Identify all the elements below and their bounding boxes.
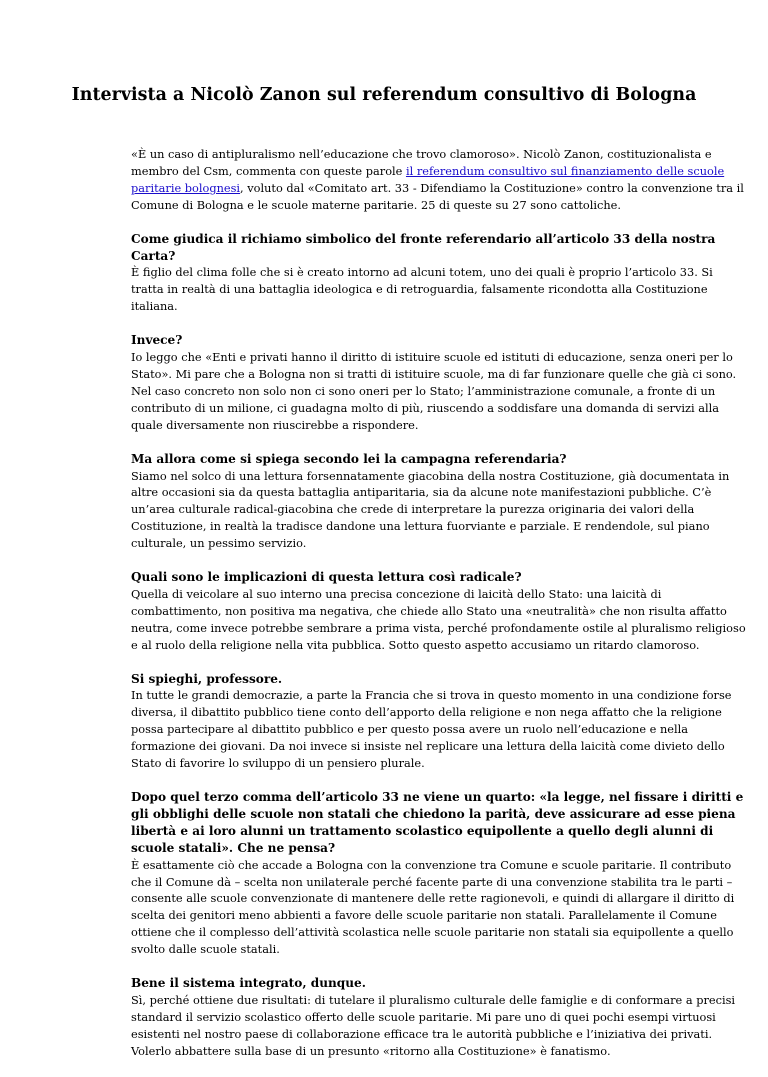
intro-text-before-link: «È un caso di antipluralismo nell’educazione che trovo clamoroso». Nicolò Zanon, costituzionalista e membro del Csm, commenta con queste parole — [131, 147, 712, 178]
document-body — [131, 146, 747, 1077]
answer-4: Quella di veicolare al suo interno una precisa concezione di laicità dello Stato: una laicità di combattimento, non positiva ma negativa, che chiede allo Stato una «neutralità» che non risulta affatto neutra, come invece potrebbe sembrare a prima vista, perché profondamente ostile al pluralismo religioso e al ruolo della religione nella vita pubblica. Sotto questo aspetto accusiamo un ritardo clamoroso. — [131, 586, 746, 652]
qa-block-2 — [131, 332, 747, 433]
answer-7: Sì, perché ottiene due risultati: di tutelare il pluralismo culturale delle famiglie e di conformare a precisi standard il servizio scolastico offerto delle scuole paritarie. Mi pare uno di quei pochi esempi virtuosi esistenti nel nostro paese di collaborazione efficace tra le autorità pubbliche e l’iniziativa dei privati. Volerlo abbattere sulla base di un presunto «ritorno alla Costituzione» è fanatismo. — [131, 992, 736, 1058]
intro-text-after-link: , voluto dal «Comitato art. 33 - Difendiamo la Costituzione» contro la convenzione tra il Comune di Bologna e le scuole materne paritarie. 25 di queste su 27 sono cattoliche. — [131, 180, 744, 212]
qa-block-1 — [131, 231, 747, 316]
referendum-article-link[interactable]: il referendum consultivo sul finanziamento delle scuole paritarie bolognesi — [131, 163, 725, 195]
question-6: Dopo quel terzo comma dell’articolo 33 ne viene un quarto: «la legge, nel fissare i diritti e gli obblighi delle scuole non statali che chiedono la parità, deve assicurare ad esse piena libertà e ai loro alunni un trattamento scolastico equipollente a quello degli alunni di scuole statali». Che ne pensa? — [131, 790, 744, 855]
answer-1: È figlio del clima folle che si è creato intorno ad alcuni totem, uno dei quali è proprio l’articolo 33. Si tratta in realtà di una battaglia ideologica e di retroguardia, falsamente ricondotta alla Costituzione italiana. — [131, 265, 713, 314]
document-title: Intervista a Nicolò Zanon sul referendum consultivo di Bologna — [71, 85, 697, 105]
intro-paragraph — [131, 146, 747, 214]
qa-block-7 — [131, 975, 747, 1060]
qa-block-6 — [131, 789, 747, 958]
answer-2: Io leggo che «Enti e privati hanno il diritto di istituire scuole ed istituti di educazione, senza oneri per lo Stato». Mi pare che a Bologna non si tratti di istituire scuole, ma di far funzionare quelle che già ci sono. Nel caso concreto non solo non ci sono oneri per lo Stato; l’amministrazione comunale, a fronte di un contributo di un milione, ci guadagna molto di più, riuscendo a soddisfare una domanda di servizi alla quale diversamente non riuscirebbe a rispondere. — [131, 350, 737, 432]
question-2: Invece? — [131, 333, 183, 348]
question-1: Come giudica il richiamo simbolico del fronte referendario all’articolo 33 della nostra Carta? — [131, 231, 716, 263]
qa-block-4 — [131, 569, 747, 654]
qa-block-3 — [131, 451, 747, 552]
question-5: Si spieghi, professore. — [131, 671, 283, 686]
question-4: Quali sono le implicazioni di questa lettura così radicale? — [131, 570, 522, 585]
answer-6: È esattamente ciò che accade a Bologna con la convenzione tra Comune e scuole paritarie. Il contributo che il Comune dà – scelta non unilaterale perché facente parte di una convenzione stabilita tra le parti – consente alle scuole convenzionate di mantenere delle rette ragionevoli, e quindi di allargare il diritto di scelta dei genitori meno abbienti a favore delle scuole paritarie non statali. Parallelamente il Comune ottiene che il complesso dell’attività scolastica nelle scuole paritarie non statali sia equipollente a quello svolto dalle scuole statali. — [131, 857, 735, 957]
question-7: Bene il sistema integrato, dunque. — [131, 976, 366, 991]
answer-3: Siamo nel solco di una lettura forsennatamente giacobina della nostra Costituzione, già documentata in altre occasioni sia da questa battaglia antiparitaria, sia da alcune note manifestazioni pubbliche. C’è un’area culturale radical-giacobina che crede di interpretare la purezza originaria dei valori della Costituzione, in realtà la tradisce dandone una lettura fuorviante e parziale. E rendendole, sul piano culturale, un pessimo servizio. — [131, 468, 730, 551]
question-3: Ma allora come si spiega secondo lei la campagna referendaria? — [131, 451, 567, 466]
answer-5: In tutte le grandi democrazie, a parte la Francia che si trova in questo momento in una condizione forse diversa, il dibattito pubblico tiene conto dell’apporto della religione e non nega affatto che la religione possa partecipare al dibattito pubblico e per questo possa avere un ruolo nell’educazione e nella formazione dei giovani. Da noi invece si insiste nel replicare una lettura della laicità come divieto dello Stato di favorire lo sviluppo di un pensiero plurale. — [131, 688, 732, 771]
qa-block-5 — [131, 671, 747, 772]
